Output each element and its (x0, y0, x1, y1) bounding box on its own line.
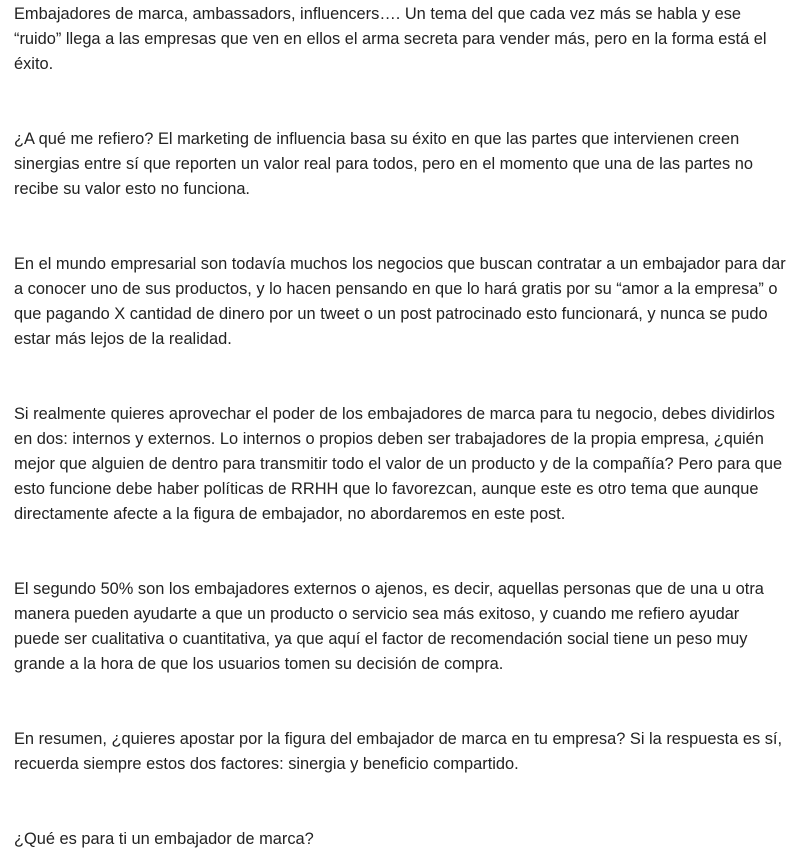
paragraph-influence-marketing: ¿A qué me refiero? El marketing de influencia basa su éxito en que las partes que intervienen creen sinergias entre sí que reporten un valor real para todos, pero en el momento que una de las partes no recibe su valor esto no funciona. (14, 130, 753, 198)
paragraph-closing-question: ¿Qué es para ti un embajador de marca? (14, 830, 314, 848)
paragraph-summary: En resumen, ¿quieres apostar por la figura del embajador de marca en tu empresa? Si la respuesta es sí, recuerda siempre estos dos factores: sinergia y beneficio compartido. (14, 730, 783, 773)
paragraph-internal-external: Si realmente quieres aprovechar el poder de los embajadores de marca para tu negocio, debes dividirlos en dos: internos y externos. Lo internos o propios deben ser trabajadores de la propia empresa, ¿quién mejor que alguien de dentro para transmitir todo el valor de un producto y de la compañía? Pero para que esto funcione debe haber políticas de RRHH que lo favorezcan, aunque este es otro tema que aunque directamente afecte a la figura de embajador, no abordaremos en este post. (14, 405, 783, 523)
paragraph-intro: Embajadores de marca, ambassadors, influencers…. Un tema del que cada vez más se habla y ese “ruido” llega a las empresas que ven en ellos el arma secreta para vender más, pero en la forma está el éxito. (14, 5, 767, 73)
paragraph-external-ambassadors: El segundo 50% son los embajadores externos o ajenos, es decir, aquellas personas que de una u otra manera pueden ayudarte a que un producto o servicio sea más exitoso, y cuando me refiero ayudar puede ser cualitativa o cuantitativa, ya que aquí el factor de recomendación social tiene un peso muy grande a la hora de que los usuarios tomen su decisión de compra. (14, 580, 764, 673)
paragraph-business-world: En el mundo empresarial son todavía muchos los negocios que buscan contratar a un embajador para dar a conocer uno de sus productos, y lo hacen pensando en que lo hará gratis por su “amor a la empresa” o que pagando X cantidad de dinero por un tweet o un post patrocinado esto funcionará, y nunca se pudo estar más lejos de la realidad. (14, 255, 786, 348)
